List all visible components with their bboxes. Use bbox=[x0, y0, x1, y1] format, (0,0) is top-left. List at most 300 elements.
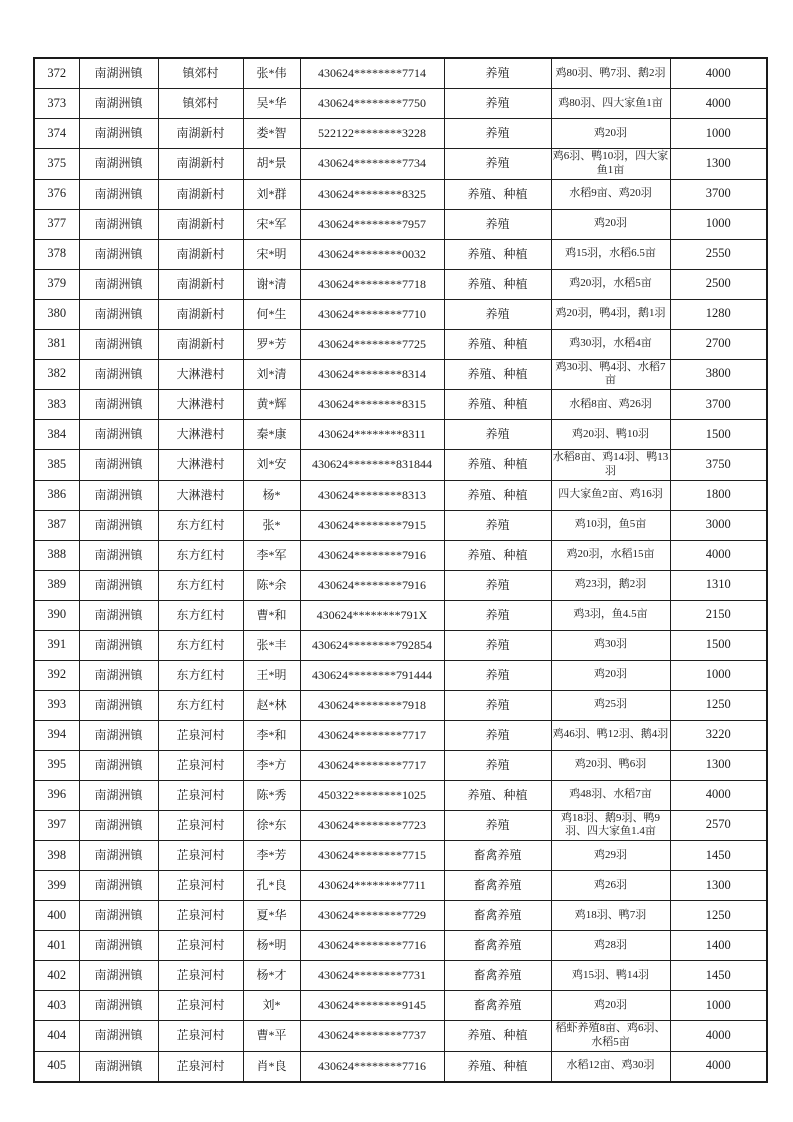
cell-category: 畜禽养殖 bbox=[444, 901, 551, 931]
cell-id-number: 430624********7715 bbox=[300, 841, 444, 871]
cell-person-name: 李*芳 bbox=[243, 841, 300, 871]
cell-amount: 2150 bbox=[670, 600, 767, 630]
cell-category: 养殖 bbox=[444, 510, 551, 540]
cell-amount: 2500 bbox=[670, 269, 767, 299]
cell-items-detail: 鸡80羽、鸭7羽、鹅2羽 bbox=[551, 58, 670, 89]
cell-serial-number: 396 bbox=[34, 780, 79, 810]
table-row bbox=[34, 931, 767, 961]
cell-amount: 1500 bbox=[670, 630, 767, 660]
cell-town-name: 南湖洲镇 bbox=[79, 510, 158, 540]
cell-village-name: 芷泉河村 bbox=[158, 961, 243, 991]
cell-town-name: 南湖洲镇 bbox=[79, 179, 158, 209]
cell-id-number: 430624********7918 bbox=[300, 690, 444, 720]
cell-town-name: 南湖洲镇 bbox=[79, 871, 158, 901]
cell-id-number: 522122********3228 bbox=[300, 119, 444, 149]
cell-serial-number: 384 bbox=[34, 420, 79, 450]
cell-items-detail: 鸡3羽，鱼4.5亩 bbox=[551, 600, 670, 630]
cell-town-name: 南湖洲镇 bbox=[79, 600, 158, 630]
cell-village-name: 南湖新村 bbox=[158, 149, 243, 180]
cell-items-detail: 鸡25羽 bbox=[551, 690, 670, 720]
cell-items-detail: 鸡18羽、鹅9羽、鸭9羽、四大家鱼1.4亩 bbox=[551, 810, 670, 841]
cell-town-name: 南湖洲镇 bbox=[79, 149, 158, 180]
cell-person-name: 陈*余 bbox=[243, 570, 300, 600]
cell-person-name: 曹*和 bbox=[243, 600, 300, 630]
cell-person-name: 李*军 bbox=[243, 540, 300, 570]
cell-village-name: 东方红村 bbox=[158, 630, 243, 660]
cell-village-name: 芷泉河村 bbox=[158, 991, 243, 1021]
cell-town-name: 南湖洲镇 bbox=[79, 570, 158, 600]
cell-town-name: 南湖洲镇 bbox=[79, 780, 158, 810]
cell-category: 养殖 bbox=[444, 119, 551, 149]
cell-amount: 3750 bbox=[670, 450, 767, 481]
cell-items-detail: 鸡23羽，鹅2羽 bbox=[551, 570, 670, 600]
cell-amount: 4000 bbox=[670, 89, 767, 119]
cell-serial-number: 379 bbox=[34, 269, 79, 299]
cell-person-name: 曹*平 bbox=[243, 1021, 300, 1052]
cell-person-name: 王*明 bbox=[243, 660, 300, 690]
cell-id-number: 430624********7916 bbox=[300, 570, 444, 600]
table-row bbox=[34, 239, 767, 269]
cell-id-number: 430624********8314 bbox=[300, 359, 444, 390]
cell-id-number: 430624********7716 bbox=[300, 931, 444, 961]
cell-serial-number: 383 bbox=[34, 390, 79, 420]
cell-serial-number: 392 bbox=[34, 660, 79, 690]
cell-amount: 1000 bbox=[670, 209, 767, 239]
cell-serial-number: 403 bbox=[34, 991, 79, 1021]
cell-serial-number: 401 bbox=[34, 931, 79, 961]
cell-id-number: 430624********7915 bbox=[300, 510, 444, 540]
cell-person-name: 娄*智 bbox=[243, 119, 300, 149]
cell-amount: 1000 bbox=[670, 660, 767, 690]
cell-town-name: 南湖洲镇 bbox=[79, 390, 158, 420]
cell-category: 养殖、种植 bbox=[444, 179, 551, 209]
cell-id-number: 430624********7717 bbox=[300, 720, 444, 750]
cell-amount: 1250 bbox=[670, 690, 767, 720]
cell-village-name: 南湖新村 bbox=[158, 329, 243, 359]
cell-amount: 4000 bbox=[670, 1021, 767, 1052]
cell-person-name: 刘*清 bbox=[243, 359, 300, 390]
table-row bbox=[34, 660, 767, 690]
cell-items-detail: 鸡28羽 bbox=[551, 931, 670, 961]
cell-person-name: 杨* bbox=[243, 480, 300, 510]
cell-amount: 1500 bbox=[670, 420, 767, 450]
cell-person-name: 刘*安 bbox=[243, 450, 300, 481]
cell-person-name: 宋*军 bbox=[243, 209, 300, 239]
cell-category: 养殖 bbox=[444, 420, 551, 450]
cell-category: 养殖 bbox=[444, 209, 551, 239]
cell-town-name: 南湖洲镇 bbox=[79, 810, 158, 841]
cell-village-name: 芷泉河村 bbox=[158, 901, 243, 931]
cell-category: 养殖、种植 bbox=[444, 1021, 551, 1052]
cell-village-name: 大淋港村 bbox=[158, 359, 243, 390]
cell-person-name: 张* bbox=[243, 510, 300, 540]
cell-id-number: 430624********7718 bbox=[300, 269, 444, 299]
cell-person-name: 张*丰 bbox=[243, 630, 300, 660]
cell-id-number: 430624********7734 bbox=[300, 149, 444, 180]
cell-amount: 4000 bbox=[670, 540, 767, 570]
cell-category: 养殖、种植 bbox=[444, 359, 551, 390]
cell-items-detail: 鸡15羽、鸭14羽 bbox=[551, 961, 670, 991]
cell-village-name: 南湖新村 bbox=[158, 119, 243, 149]
cell-village-name: 芷泉河村 bbox=[158, 780, 243, 810]
cell-person-name: 夏*华 bbox=[243, 901, 300, 931]
cell-village-name: 东方红村 bbox=[158, 540, 243, 570]
cell-items-detail: 鸡20羽，水稻15亩 bbox=[551, 540, 670, 570]
table-row bbox=[34, 450, 767, 481]
cell-items-detail: 水稻9亩、鸡20羽 bbox=[551, 179, 670, 209]
cell-items-detail: 鸡20羽 bbox=[551, 660, 670, 690]
cell-person-name: 宋*明 bbox=[243, 239, 300, 269]
cell-category: 养殖 bbox=[444, 720, 551, 750]
cell-town-name: 南湖洲镇 bbox=[79, 480, 158, 510]
cell-amount: 1450 bbox=[670, 841, 767, 871]
cell-town-name: 南湖洲镇 bbox=[79, 540, 158, 570]
cell-town-name: 南湖洲镇 bbox=[79, 58, 158, 89]
table-row bbox=[34, 510, 767, 540]
cell-village-name: 南湖新村 bbox=[158, 269, 243, 299]
cell-id-number: 430624********7731 bbox=[300, 961, 444, 991]
cell-category: 养殖、种植 bbox=[444, 329, 551, 359]
cell-category: 养殖 bbox=[444, 89, 551, 119]
cell-person-name: 徐*东 bbox=[243, 810, 300, 841]
table-row bbox=[34, 119, 767, 149]
cell-amount: 1000 bbox=[670, 991, 767, 1021]
cell-amount: 1450 bbox=[670, 961, 767, 991]
cell-items-detail: 鸡30羽 bbox=[551, 630, 670, 660]
cell-serial-number: 381 bbox=[34, 329, 79, 359]
table-row bbox=[34, 780, 767, 810]
subsidy-table-container bbox=[33, 57, 767, 1083]
cell-serial-number: 400 bbox=[34, 901, 79, 931]
cell-town-name: 南湖洲镇 bbox=[79, 239, 158, 269]
cell-category: 养殖 bbox=[444, 299, 551, 329]
cell-amount: 3700 bbox=[670, 390, 767, 420]
cell-category: 养殖 bbox=[444, 690, 551, 720]
cell-serial-number: 385 bbox=[34, 450, 79, 481]
cell-items-detail: 水稻12亩、鸡30羽 bbox=[551, 1051, 670, 1082]
cell-items-detail: 鸡20羽 bbox=[551, 209, 670, 239]
cell-serial-number: 394 bbox=[34, 720, 79, 750]
cell-amount: 1000 bbox=[670, 119, 767, 149]
cell-person-name: 刘*群 bbox=[243, 179, 300, 209]
cell-id-number: 430624********7957 bbox=[300, 209, 444, 239]
cell-category: 养殖、种植 bbox=[444, 1051, 551, 1082]
cell-items-detail: 鸡20羽 bbox=[551, 119, 670, 149]
cell-town-name: 南湖洲镇 bbox=[79, 991, 158, 1021]
cell-category: 养殖、种植 bbox=[444, 540, 551, 570]
cell-person-name: 杨*明 bbox=[243, 931, 300, 961]
cell-person-name: 黄*辉 bbox=[243, 390, 300, 420]
cell-items-detail: 鸡20羽、鸭10羽 bbox=[551, 420, 670, 450]
cell-town-name: 南湖洲镇 bbox=[79, 931, 158, 961]
cell-person-name: 吴*华 bbox=[243, 89, 300, 119]
cell-items-detail: 稻虾养殖8亩、鸡6羽、水稻5亩 bbox=[551, 1021, 670, 1052]
cell-person-name: 杨*才 bbox=[243, 961, 300, 991]
cell-amount: 4000 bbox=[670, 780, 767, 810]
cell-village-name: 南湖新村 bbox=[158, 239, 243, 269]
table-row bbox=[34, 359, 767, 390]
table-row bbox=[34, 149, 767, 180]
cell-id-number: 430624********8313 bbox=[300, 480, 444, 510]
table-row bbox=[34, 630, 767, 660]
cell-town-name: 南湖洲镇 bbox=[79, 209, 158, 239]
cell-town-name: 南湖洲镇 bbox=[79, 299, 158, 329]
table-row bbox=[34, 179, 767, 209]
cell-serial-number: 380 bbox=[34, 299, 79, 329]
cell-amount: 2570 bbox=[670, 810, 767, 841]
cell-items-detail: 鸡48羽、水稻7亩 bbox=[551, 780, 670, 810]
cell-amount: 4000 bbox=[670, 58, 767, 89]
cell-town-name: 南湖洲镇 bbox=[79, 901, 158, 931]
cell-category: 养殖、种植 bbox=[444, 239, 551, 269]
cell-person-name: 谢*清 bbox=[243, 269, 300, 299]
cell-person-name: 何*生 bbox=[243, 299, 300, 329]
cell-id-number: 430624********7729 bbox=[300, 901, 444, 931]
table-row bbox=[34, 420, 767, 450]
cell-category: 养殖、种植 bbox=[444, 780, 551, 810]
cell-village-name: 大淋港村 bbox=[158, 480, 243, 510]
cell-items-detail: 水稻8亩、鸡14羽、鸭13羽 bbox=[551, 450, 670, 481]
cell-village-name: 芷泉河村 bbox=[158, 750, 243, 780]
cell-serial-number: 387 bbox=[34, 510, 79, 540]
cell-amount: 1800 bbox=[670, 480, 767, 510]
cell-village-name: 东方红村 bbox=[158, 570, 243, 600]
cell-person-name: 陈*秀 bbox=[243, 780, 300, 810]
table-row bbox=[34, 299, 767, 329]
cell-category: 养殖 bbox=[444, 600, 551, 630]
cell-id-number: 430624********7737 bbox=[300, 1021, 444, 1052]
cell-id-number: 430624********7723 bbox=[300, 810, 444, 841]
cell-serial-number: 373 bbox=[34, 89, 79, 119]
cell-id-number: 430624********7916 bbox=[300, 540, 444, 570]
cell-person-name: 孔*良 bbox=[243, 871, 300, 901]
cell-village-name: 镇郊村 bbox=[158, 58, 243, 89]
cell-amount: 1250 bbox=[670, 901, 767, 931]
cell-items-detail: 鸡46羽、鸭12羽、鹅4羽 bbox=[551, 720, 670, 750]
cell-serial-number: 402 bbox=[34, 961, 79, 991]
cell-category: 养殖、种植 bbox=[444, 390, 551, 420]
cell-serial-number: 397 bbox=[34, 810, 79, 841]
cell-category: 畜禽养殖 bbox=[444, 961, 551, 991]
table-row bbox=[34, 390, 767, 420]
cell-serial-number: 398 bbox=[34, 841, 79, 871]
cell-town-name: 南湖洲镇 bbox=[79, 420, 158, 450]
cell-village-name: 东方红村 bbox=[158, 660, 243, 690]
table-row bbox=[34, 269, 767, 299]
cell-items-detail: 鸡80羽、四大家鱼1亩 bbox=[551, 89, 670, 119]
cell-village-name: 芷泉河村 bbox=[158, 810, 243, 841]
cell-id-number: 430624********7750 bbox=[300, 89, 444, 119]
cell-amount: 3700 bbox=[670, 179, 767, 209]
cell-category: 养殖 bbox=[444, 149, 551, 180]
cell-person-name: 张*伟 bbox=[243, 58, 300, 89]
cell-category: 养殖、种植 bbox=[444, 480, 551, 510]
cell-id-number: 430624********792854 bbox=[300, 630, 444, 660]
cell-category: 养殖 bbox=[444, 810, 551, 841]
table-row bbox=[34, 1021, 767, 1052]
cell-serial-number: 393 bbox=[34, 690, 79, 720]
table-row bbox=[34, 1051, 767, 1082]
table-row bbox=[34, 750, 767, 780]
cell-person-name: 刘* bbox=[243, 991, 300, 1021]
cell-person-name: 胡*景 bbox=[243, 149, 300, 180]
cell-items-detail: 鸡15羽，水稻6.5亩 bbox=[551, 239, 670, 269]
cell-category: 养殖 bbox=[444, 750, 551, 780]
cell-category: 养殖 bbox=[444, 58, 551, 89]
cell-village-name: 芷泉河村 bbox=[158, 1021, 243, 1052]
cell-id-number: 430624********7716 bbox=[300, 1051, 444, 1082]
cell-items-detail: 鸡20羽，鸭4羽，鹅1羽 bbox=[551, 299, 670, 329]
cell-town-name: 南湖洲镇 bbox=[79, 89, 158, 119]
cell-id-number: 430624********7710 bbox=[300, 299, 444, 329]
cell-village-name: 芷泉河村 bbox=[158, 931, 243, 961]
cell-amount: 1310 bbox=[670, 570, 767, 600]
cell-items-detail: 鸡6羽、鸭10羽，四大家鱼1亩 bbox=[551, 149, 670, 180]
cell-id-number: 430624********8311 bbox=[300, 420, 444, 450]
table-row bbox=[34, 89, 767, 119]
cell-town-name: 南湖洲镇 bbox=[79, 269, 158, 299]
cell-id-number: 430624********8325 bbox=[300, 179, 444, 209]
cell-category: 养殖、种植 bbox=[444, 269, 551, 299]
cell-serial-number: 399 bbox=[34, 871, 79, 901]
cell-village-name: 东方红村 bbox=[158, 510, 243, 540]
cell-id-number: 430624********8315 bbox=[300, 390, 444, 420]
cell-village-name: 南湖新村 bbox=[158, 209, 243, 239]
table-row bbox=[34, 841, 767, 871]
cell-person-name: 罗*芳 bbox=[243, 329, 300, 359]
cell-serial-number: 388 bbox=[34, 540, 79, 570]
cell-category: 畜禽养殖 bbox=[444, 841, 551, 871]
cell-person-name: 肖*良 bbox=[243, 1051, 300, 1082]
cell-town-name: 南湖洲镇 bbox=[79, 450, 158, 481]
table-row bbox=[34, 600, 767, 630]
cell-amount: 1280 bbox=[670, 299, 767, 329]
cell-serial-number: 391 bbox=[34, 630, 79, 660]
cell-town-name: 南湖洲镇 bbox=[79, 841, 158, 871]
cell-person-name: 李*和 bbox=[243, 720, 300, 750]
cell-id-number: 430624********7717 bbox=[300, 750, 444, 780]
cell-town-name: 南湖洲镇 bbox=[79, 1021, 158, 1052]
cell-village-name: 镇郊村 bbox=[158, 89, 243, 119]
cell-category: 养殖 bbox=[444, 630, 551, 660]
subsidy-table bbox=[33, 57, 768, 1083]
cell-town-name: 南湖洲镇 bbox=[79, 690, 158, 720]
cell-serial-number: 389 bbox=[34, 570, 79, 600]
cell-town-name: 南湖洲镇 bbox=[79, 720, 158, 750]
table-row bbox=[34, 540, 767, 570]
subsidy-table-body bbox=[34, 58, 767, 1082]
cell-id-number: 430624********7725 bbox=[300, 329, 444, 359]
cell-id-number: 430624********7714 bbox=[300, 58, 444, 89]
cell-town-name: 南湖洲镇 bbox=[79, 630, 158, 660]
table-row bbox=[34, 810, 767, 841]
table-row bbox=[34, 991, 767, 1021]
cell-items-detail: 水稻8亩、鸡26羽 bbox=[551, 390, 670, 420]
cell-serial-number: 376 bbox=[34, 179, 79, 209]
cell-person-name: 赵*林 bbox=[243, 690, 300, 720]
cell-serial-number: 377 bbox=[34, 209, 79, 239]
table-row bbox=[34, 720, 767, 750]
cell-serial-number: 382 bbox=[34, 359, 79, 390]
table-row bbox=[34, 480, 767, 510]
cell-amount: 1300 bbox=[670, 750, 767, 780]
table-row bbox=[34, 329, 767, 359]
cell-items-detail: 鸡20羽、鸭6羽 bbox=[551, 750, 670, 780]
cell-amount: 4000 bbox=[670, 1051, 767, 1082]
cell-amount: 3800 bbox=[670, 359, 767, 390]
cell-village-name: 大淋港村 bbox=[158, 450, 243, 481]
cell-serial-number: 386 bbox=[34, 480, 79, 510]
table-row bbox=[34, 961, 767, 991]
cell-serial-number: 395 bbox=[34, 750, 79, 780]
cell-items-detail: 鸡30羽、鸭4羽、水稻7亩 bbox=[551, 359, 670, 390]
cell-serial-number: 404 bbox=[34, 1021, 79, 1052]
cell-person-name: 李*方 bbox=[243, 750, 300, 780]
cell-category: 养殖 bbox=[444, 570, 551, 600]
cell-id-number: 430624********7711 bbox=[300, 871, 444, 901]
cell-village-name: 东方红村 bbox=[158, 690, 243, 720]
cell-serial-number: 405 bbox=[34, 1051, 79, 1082]
cell-village-name: 芷泉河村 bbox=[158, 841, 243, 871]
cell-amount: 1300 bbox=[670, 871, 767, 901]
cell-village-name: 芷泉河村 bbox=[158, 720, 243, 750]
cell-village-name: 南湖新村 bbox=[158, 299, 243, 329]
cell-items-detail: 鸡10羽，鱼5亩 bbox=[551, 510, 670, 540]
cell-town-name: 南湖洲镇 bbox=[79, 329, 158, 359]
table-row bbox=[34, 901, 767, 931]
cell-village-name: 东方红村 bbox=[158, 600, 243, 630]
cell-village-name: 南湖新村 bbox=[158, 179, 243, 209]
cell-category: 畜禽养殖 bbox=[444, 871, 551, 901]
cell-items-detail: 鸡26羽 bbox=[551, 871, 670, 901]
table-row bbox=[34, 570, 767, 600]
cell-town-name: 南湖洲镇 bbox=[79, 119, 158, 149]
cell-category: 养殖、种植 bbox=[444, 450, 551, 481]
cell-amount: 2550 bbox=[670, 239, 767, 269]
table-row bbox=[34, 871, 767, 901]
cell-serial-number: 378 bbox=[34, 239, 79, 269]
cell-items-detail: 四大家鱼2亩、鸡16羽 bbox=[551, 480, 670, 510]
cell-amount: 2700 bbox=[670, 329, 767, 359]
cell-amount: 3000 bbox=[670, 510, 767, 540]
cell-items-detail: 鸡30羽，水稻4亩 bbox=[551, 329, 670, 359]
cell-items-detail: 鸡29羽 bbox=[551, 841, 670, 871]
cell-id-number: 430624********0032 bbox=[300, 239, 444, 269]
cell-village-name: 芷泉河村 bbox=[158, 871, 243, 901]
table-row bbox=[34, 690, 767, 720]
cell-id-number: 430624********9145 bbox=[300, 991, 444, 1021]
cell-serial-number: 375 bbox=[34, 149, 79, 180]
cell-items-detail: 鸡18羽、鸭7羽 bbox=[551, 901, 670, 931]
cell-id-number: 430624********831844 bbox=[300, 450, 444, 481]
cell-category: 养殖 bbox=[444, 660, 551, 690]
cell-town-name: 南湖洲镇 bbox=[79, 750, 158, 780]
cell-village-name: 大淋港村 bbox=[158, 390, 243, 420]
table-row bbox=[34, 58, 767, 89]
cell-category: 畜禽养殖 bbox=[444, 931, 551, 961]
cell-town-name: 南湖洲镇 bbox=[79, 359, 158, 390]
cell-serial-number: 390 bbox=[34, 600, 79, 630]
cell-amount: 3220 bbox=[670, 720, 767, 750]
cell-id-number: 430624********791X bbox=[300, 600, 444, 630]
cell-serial-number: 374 bbox=[34, 119, 79, 149]
cell-village-name: 芷泉河村 bbox=[158, 1051, 243, 1082]
cell-items-detail: 鸡20羽 bbox=[551, 991, 670, 1021]
cell-town-name: 南湖洲镇 bbox=[79, 660, 158, 690]
cell-town-name: 南湖洲镇 bbox=[79, 1051, 158, 1082]
cell-village-name: 大淋港村 bbox=[158, 420, 243, 450]
cell-id-number: 430624********791444 bbox=[300, 660, 444, 690]
